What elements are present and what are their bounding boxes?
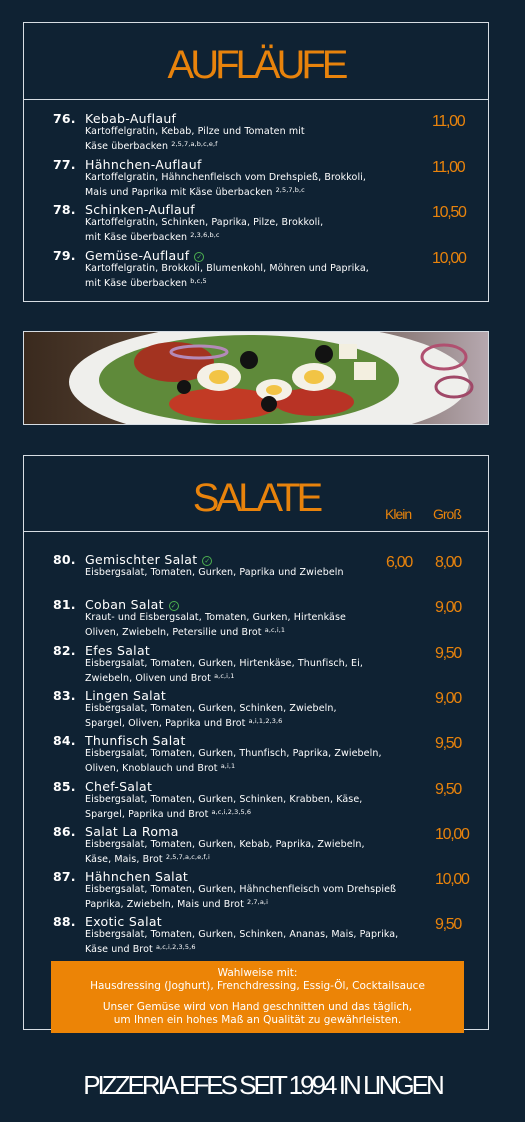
item-number: 83. [53,687,76,703]
item-name-text: Coban Salat [85,597,164,613]
allergen-codes: 2,5,7,b,c [275,185,305,194]
vegetarian-icon: ✓ [196,252,203,261]
item-description [85,884,435,911]
item-name [85,688,166,703]
item-name-text: Salat La Roma [85,823,179,839]
item-name-text: Chef-Salat [85,778,153,794]
item-price: 10,00 [432,249,466,267]
description-line [85,184,435,199]
description-line [85,715,435,730]
item-name-text: Lingen Salat [85,687,167,703]
item-number: 85. [53,778,76,794]
quality-note-line1: Unser Gemüse wird von Hand geschnitten und das täglich, [102,1001,413,1013]
item-name [85,597,179,612]
description-text: Spargel, Paprika und Brot [85,808,209,820]
column-gross: Groß [433,506,461,522]
item-name-text: Thunfisch Salat [85,733,186,749]
item-name [85,779,152,794]
vegetarian-icon: ✓ [204,557,211,565]
item-name [85,643,150,658]
description-line [85,760,435,775]
item-description [85,263,435,290]
footer-tagline: PIZZERIA EFES SEIT 1994 IN LINGEN [83,1070,442,1100]
item-description [85,839,435,866]
item-number: 81. [53,597,76,613]
salate-title: SALATE [192,476,320,520]
allergen-codes: a,i,1 [220,762,236,771]
description-text: Oliven, Knoblauch und Brot [85,763,218,775]
item-name-text: Hähnchen-Auflauf [85,156,202,172]
item-price: 8,00 [435,554,461,571]
description-line: Eisbergsalat, Tomaten, Gurken, Hirtenkäse, Thunfisch, Ei, [85,657,364,669]
item-price: 11,00 [432,113,465,130]
item-name [85,733,186,748]
description-line: Eisbergsalat, Tomaten, Gurken, Hähnchenfleisch vom Drehspieß [85,884,397,896]
salate-section [23,455,489,1030]
description-line: Kartoffelgratin, Hähnchenfleisch vom Drehspieß, Brokkoli, [85,171,367,183]
item-name-text: Gemüse-Auflauf [85,247,190,263]
allergen-codes: a,c,i,2,3,5,6 [155,943,196,952]
salate-header [24,456,488,532]
description-text: Käse, Mais, Brot [85,853,163,865]
allergen-codes: 2,5,7,a,c,e,f,i [165,852,210,861]
dressing-options: Hausdressing (Joghurt), Frenchdressing, Essig-Öl, Cocktailsauce [90,980,425,992]
item-price: 9,50 [435,916,461,934]
item-name-text: Kebab-Auflauf [85,111,177,126]
item-name [85,869,188,884]
item-description [85,748,435,775]
item-price: 9,50 [435,735,461,753]
allergen-codes: a,i,1,2,3,6 [248,716,283,725]
description-line: Eisbergsalat, Tomaten, Gurken, Schinken, Krabben, Käse, [85,793,363,805]
item-price: 9,50 [435,644,461,662]
vegetarian-icon: ✓ [170,602,177,611]
description-line: Eisbergsalat, Tomaten, Gurken, Schinken, Ananas, Mais, Paprika, [85,929,399,941]
description-line: Eisbergsalat, Tomaten, Gurken, Kebab, Paprika, Zwiebeln, [85,838,365,850]
item-price: 10,00 [435,871,469,889]
allergen-codes: 2,5,7,a,b,c,e,f [171,140,218,148]
description-text: Paprika, Zwiebeln, Mais und Brot [85,899,244,911]
allergen-codes: 2,7,a,i [247,898,268,907]
description-line: Kartoffelgratin, Schinken, Paprika, Pilze, Brokkoli, [85,217,324,228]
description-text: Spargel, Oliven, Paprika und Brot [85,717,246,729]
description-text: Käse überbacken [85,141,169,152]
column-klein: Klein [385,506,412,522]
item-description [85,567,435,579]
item-description [85,658,435,685]
item-name [85,157,202,172]
item-price: 9,00 [435,689,461,707]
item-description [85,172,435,199]
item-description [85,929,435,956]
item-name [85,552,212,567]
allergen-codes: a,c,i,2,3,5,6 [211,807,252,816]
item-number: 84. [53,733,76,749]
item-description [85,612,435,639]
item-number: 79. [53,247,76,263]
salad-photo [23,331,489,425]
allergen-codes: 2,3,6,b,c [190,231,220,239]
item-name [85,111,176,126]
item-name [85,248,204,263]
item-name-text: Exotic Salat [85,914,163,930]
item-name-text: Schinken-Auflauf [85,202,195,217]
item-name-text: Hähnchen Salat [85,869,189,885]
description-line [85,275,435,290]
allergen-codes: a,c,i,1 [264,626,286,635]
salad-image [24,332,489,425]
item-price: 9,50 [435,780,461,798]
item-price: 11,00 [432,158,465,176]
item-number: 77. [53,156,76,172]
allergen-codes: a,c,i,1 [214,671,235,680]
description-line [85,229,435,244]
item-name [85,824,179,839]
item-number: 78. [53,202,76,217]
item-name [85,914,162,929]
dressing-info-box [51,961,464,1033]
description-line: Kraut- und Eisbergsalat, Tomaten, Gurken, Hirtenkäse [85,612,346,624]
description-text: mit Käse überbacken [85,277,188,289]
description-line [85,941,435,956]
description-line [85,138,435,153]
description-line [85,624,435,639]
description-line: Eisbergsalat, Tomaten, Gurken, Schinken, Zwiebeln, [85,702,337,714]
description-line: Kartoffelgratin, Kebab, Pilze und Tomaten mit [85,126,305,137]
allergen-codes: b,c,5 [190,276,207,285]
item-price: 9,00 [435,599,461,617]
auflaeufe-title: AUFLÄUFE [167,43,345,87]
item-description [85,126,435,153]
item-description [85,794,435,821]
item-name-text: Gemischter Salat [85,552,198,567]
description-line [85,896,435,911]
quality-note-line2: um Ihnen ein hohes Maß an Qualität zu gewährleisten. [113,1014,402,1026]
description-line: Eisbergsalat, Tomaten, Gurken, Paprika und Zwiebeln [85,567,344,578]
item-number: 76. [53,111,76,126]
auflaeufe-section [23,22,489,302]
item-number: 87. [53,869,76,885]
item-price: 10,50 [432,204,466,221]
item-name [85,202,195,217]
item-number: 86. [53,823,76,839]
description-line [85,851,435,866]
description-line [85,670,435,685]
item-description [85,703,435,730]
description-text: Mais und Paprika mit Käse überbacken [85,186,273,198]
item-number: 88. [53,914,76,930]
description-text: mit Käse überbacken [85,232,188,243]
description-text: Käse und Brot [85,944,153,956]
description-line: Eisbergsalat, Tomaten, Gurken, Thunfisch, Paprika, Zwiebeln, [85,748,382,760]
description-line: Kartoffelgratin, Brokkoli, Blumenkohl, Möhren und Paprika, [85,262,369,274]
description-text: Zwiebeln, Oliven und Brot [85,672,211,684]
item-number: 80. [53,552,76,567]
auflaeufe-header [24,23,488,100]
item-price: 10,00 [435,825,469,843]
price-small: 6,00 [386,554,412,571]
item-name-text: Efes Salat [85,642,151,658]
item-number: 82. [53,642,76,658]
description-text: Oliven, Zwiebeln, Petersilie und Brot [85,627,262,639]
item-description [85,217,435,244]
dressing-label: Wahlweise mit: [217,967,298,979]
description-line [85,806,435,821]
